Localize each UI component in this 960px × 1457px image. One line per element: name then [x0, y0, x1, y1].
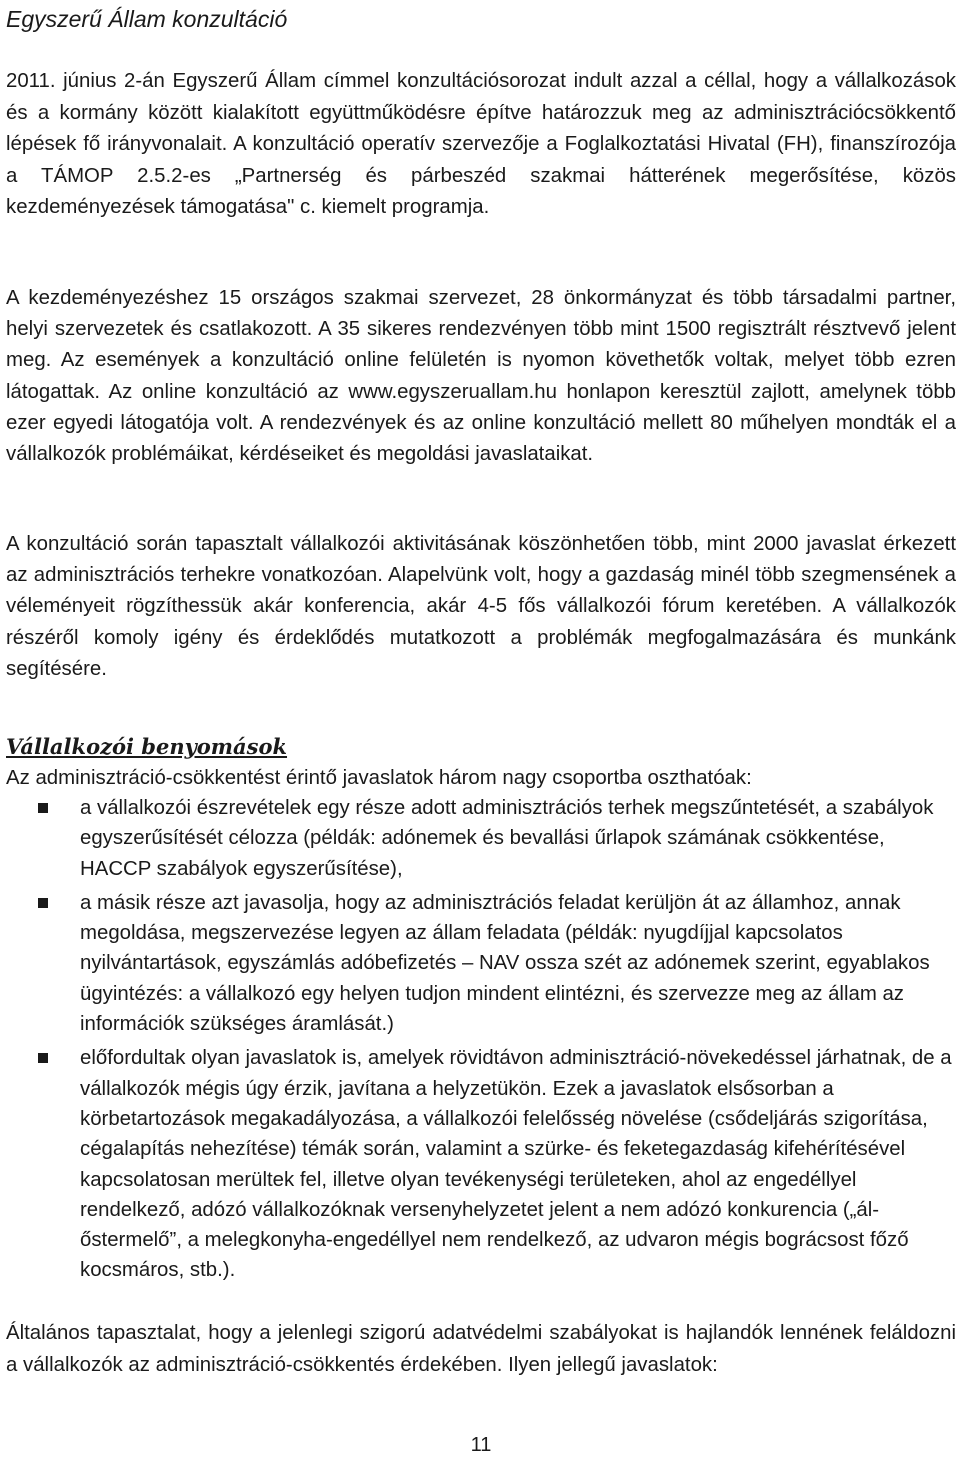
- square-bullet-icon: [38, 898, 48, 908]
- document-header-title: Egyszerű Állam konzultáció: [6, 6, 288, 32]
- list-item-text: a másik része azt javasolja, hogy az adminisztrációs feladat kerüljön át az államhoz, annak megoldása, megszervezése legyen az állam feladata (példák: nyugdíjjal kapcsolatos nyilvántartások, egyszámlás adóbefizetés – NAV ossza szét az adónemek szerint, egyablakos ügyintézés: a vállalkozó egy helyen tudjon mindent elintézni, és szervezze meg az állam az információk szükséges áramlását.): [80, 891, 930, 1036]
- paragraph-consultation-intro: 2011. június 2-án Egyszerű Állam címmel konzultációsorozat indult azzal a céllal, hogy a vállalkozások és a kormány között kialakított együttműködésre építve határozzuk meg az adminisztrációcsökkentő lépések fő irányvonalait. A konzultáció operatív szervezője a Foglalkoztatási Hivatal (FH), finanszírozója a TÁMOP 2.5.2-es „Partnerség és párbeszéd szakmai hátterének megerősítése, közös kezdeményezések támogatása" c. kiemelt programja.: [6, 70, 956, 219]
- square-bullet-icon: [38, 1053, 48, 1063]
- list-item: [6, 1043, 956, 1285]
- square-bullet-icon: [38, 803, 48, 813]
- section-heading: Vállalkozói benyomások: [6, 734, 288, 759]
- paragraph-proposals: A konzultáció során tapasztalt vállalkozói aktivitásának köszönhetően több, mint 2000 javaslat érkezett az adminisztrációs terhekre vonatkozóan. Alapelvünk volt, hogy a gazdaság minél több szegmensének a véleményeit rögzíthessük akár konferencia, akár 4-5 fős vállalkozói fórum keretében. A vállalkozók részéről komoly igény és érdeklődés mutatkozott a problémák megfogalmazására és munkánk segítésére.: [6, 533, 956, 680]
- proposal-bullet-list: [6, 793, 956, 1290]
- list-item-text: a vállalkozói észrevételek egy része adott adminisztrációs terhek megszűntetését, a szabályok egyszerűsítését célozza (példák: adónemek és bevallási űrlapok számának csökkentése, HACCP szabályok egyszerűsítése),: [80, 797, 934, 880]
- paragraph-participants: A kezdeményezéshez 15 országos szakmai szervezet, 28 önkormányzat és több társadalmi partner, helyi szervezetek és csatlakozott. A 35 sikeres rendezvényen több mint 1500 regisztrált résztvevő jelent meg. Az események a konzultáció online felületén is nyomon követhetők voltak, melyet több ezren látogattak. Az online konzultáció az www.egyszeruallam.hu honlapon keresztül zajlott, amelynek több ezer egyedi látogatója volt. A rendezvények és az online konzultáció mellett 80 műhelyen mondták el a vállalkozók problémáikat, kérdéseiket és megoldási javaslataikat.: [6, 287, 956, 466]
- paragraph-data-protection: Általános tapasztalat, hogy a jelenlegi szigorú adatvédelmi szabályokat is hajlandók lennének feláldozni a vállalkozók az adminisztráció-csökkentés érdekében. Ilyen jellegű javaslatok:: [6, 1322, 956, 1376]
- page-number: 11: [470, 1434, 492, 1456]
- list-item: [6, 888, 956, 1039]
- section-intro-line: Az adminisztráció-csökkentést érintő javaslatok három nagy csoportba oszthatóak:: [6, 767, 752, 789]
- list-item-text: előfordultak olyan javaslatok is, amelyek rövidtávon adminisztráció-növekedéssel járhatnak, de a vállalkozók mégis úgy érzik, javítana a helyzetükön. Ezek a javaslatok elsősorban a körbetartozások megakadályozása, a vállalkozói felelősség növelése (csődeljárás szigorítása, cégalapítás nehezítése) témák során, valamint a szürke- és feketegazdaság kifehérítésével kapcsolatosan merültek fel, illetve olyan tevékenységi területeken, ahol az engedéllyel rendelkező, adózó vállalkozóknak versenyhelyzetet jelent a nem adózó konkurencia („ál-őstermelő”, a melegkonyha-engedéllyel nem rendelkező, az udvaron mégis bográcsost főző kocsmáros, stb.).: [80, 1047, 952, 1282]
- list-item: [6, 793, 956, 884]
